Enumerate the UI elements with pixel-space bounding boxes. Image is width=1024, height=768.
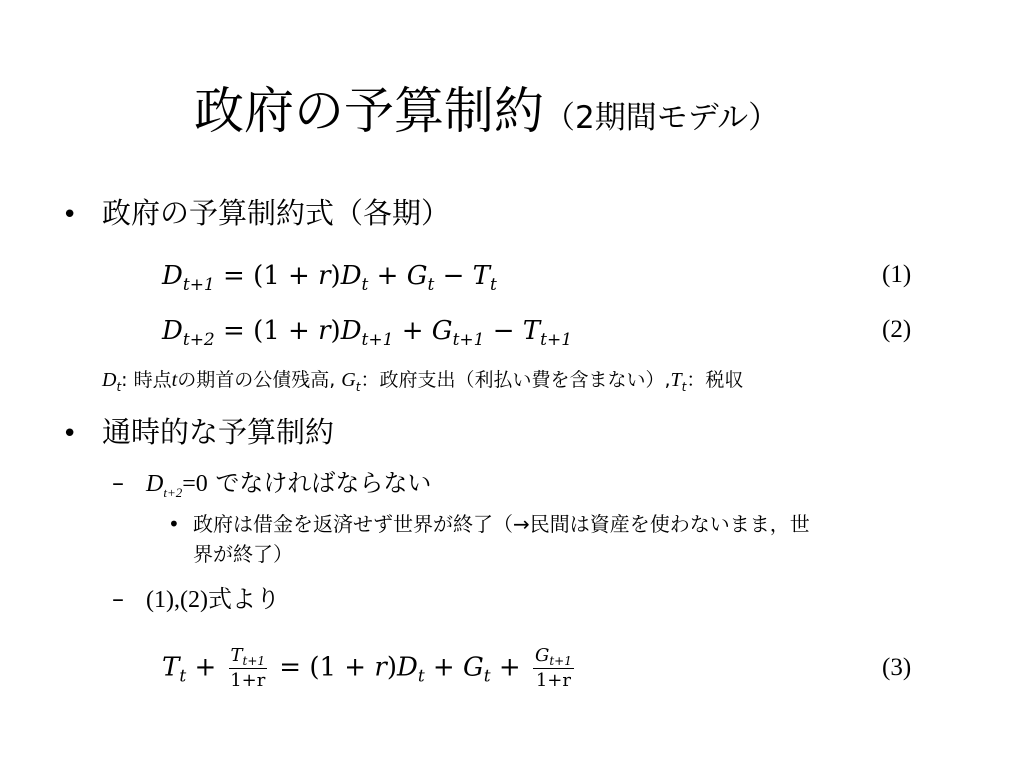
equation-1: $D_{t+1} = (1 + r)D_t + G_t - T_t$ xyxy=(162,261,497,295)
section1-heading: 政府の予算制約式（各期） xyxy=(102,196,451,230)
equation-2-number: (2) xyxy=(882,316,912,343)
arrow-right-icon: → xyxy=(513,512,530,536)
derivation-item: (1),(2)式より xyxy=(146,585,280,613)
fraction-1: $\frac{T_{t+1}}{1+r}$ xyxy=(230,645,266,691)
bullet-dot: • xyxy=(62,200,78,230)
section2-heading: 通時的な予算制約 xyxy=(102,415,335,449)
slide-title-main: 政府の予算制約 xyxy=(194,82,544,140)
equation-2: $D_{t+2} = (1 + r)D_{t+1} + G_{t+1} - T_{t+1}$ xyxy=(162,316,573,350)
equation-3: $T_t$ + $\frac{T_{t+1}}{1+r}$ = $(1 + r)D_t + G_t$ + $\frac{G_{t+1}}{1+r}$ xyxy=(162,645,572,691)
termination-note-line1: 政府は借金を返済せず世界が終了（→民間は資産を使わないまま，世 xyxy=(193,512,810,536)
termination-note-line2: 界が終了） xyxy=(193,542,293,566)
dash-2: – xyxy=(112,585,124,613)
bullet-1 xyxy=(62,194,77,234)
condition-item: $D_{t+2}=0$ でなければならない xyxy=(146,469,432,500)
slide-title xyxy=(194,76,779,153)
bullet-dot: • xyxy=(62,419,78,449)
variable-definitions: $D_t$: 時点tの期首の公債残高, $G_t$：政府支出（利払い費を含まない）$,T_t$：税収 xyxy=(102,369,744,394)
small-bullet: • xyxy=(168,512,180,536)
bullet-2 xyxy=(62,413,77,453)
fraction-2: $\frac{G_{t+1}}{1+r}$ xyxy=(534,645,572,691)
equation-3-number: (3) xyxy=(882,654,912,681)
equation-1-number: (1) xyxy=(882,261,912,288)
dash-1: – xyxy=(112,469,124,497)
slide-title-sub: （2期間モデル） xyxy=(544,100,780,136)
